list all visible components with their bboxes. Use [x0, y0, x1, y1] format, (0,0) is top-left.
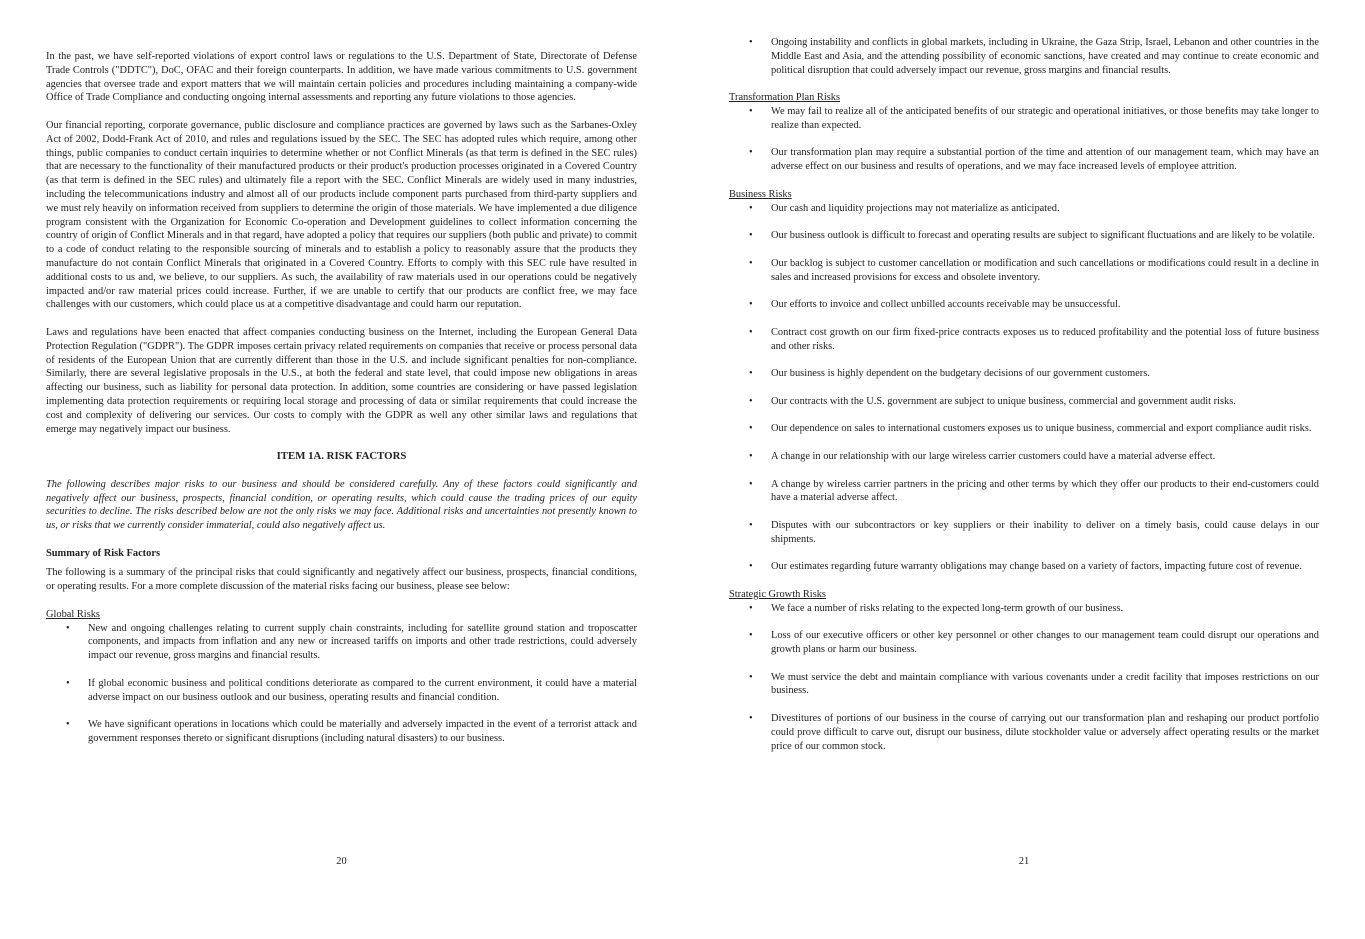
page-number-right: 21 [1018, 856, 1030, 867]
list-item-text: Our estimates regarding future warranty obligations may change based on a variety of factors, impacting future cost of revenue. [771, 561, 1302, 573]
list-item-text: We face a number of risks relating to the expected long-term growth of our business. [771, 602, 1124, 614]
list-item-text: Contract cost growth on our firm fixed-price contracts exposes us to reduced profitability and the potential loss of future business and other risks. [771, 326, 1319, 352]
bullet-icon: • [749, 450, 753, 462]
list-item-text: Our dependence on sales to international customers exposes us to unique business, commercial and export compliance audit risks. [771, 423, 1312, 435]
list-item-text: We have significant operations in locations which could be materially and adversely impacted in the event of a terrorist attack and government responses thereto or significant disruptions (including natural disasters) to our business. [88, 719, 637, 745]
bullet-icon: • [66, 677, 70, 689]
bullet-icon: • [749, 105, 753, 117]
list-item [729, 326, 1319, 354]
list-item-text: Loss of our executive officers or other key personnel or other changes to our management team could disrupt our operations and growth plans or harm our business. [771, 630, 1319, 656]
list-item-text: We must service the debt and maintain compliance with various covenants under a credit facility that imposes restrictions on our business. [771, 671, 1319, 697]
bullet-icon: • [749, 202, 753, 214]
list-item-text: We may fail to realize all of the anticipated benefits of our strategic and operational initiatives, or those benefits may take longer to realize than expected. [771, 105, 1319, 131]
list-item-text: A change in our relationship with our large wireless carrier customers could have a material adverse effect. [771, 450, 1216, 462]
export-control-paragraph: In the past, we have self-reported violations of export control laws or regulations to the U.S. Department of State, Directorate of Defense Trade Controls ("DDTC"), DoC, OFAC and their foreign counterparts. In addition, we have made various commitments to U.S. government agencies that oversee trade and export matters that we will maintain certain policies and procedures including maintaining a company-wide Office of Trade Compliance and conducting ongoing internal assessments and reporting any future violations to those agencies. [46, 51, 637, 104]
list-item-text: Our contracts with the U.S. government are subject to unique business, commercial and government audit risks. [771, 395, 1236, 407]
list-item [729, 519, 1319, 547]
bullet-icon: • [749, 395, 753, 407]
global-risks-label: Global Risks [46, 608, 100, 620]
business-risks-label: Business Risks [729, 188, 792, 200]
list-item [46, 622, 637, 663]
bullet-icon: • [66, 622, 70, 634]
item-1a-heading: ITEM 1A. RISK FACTORS [276, 450, 407, 463]
business-risks-list [729, 202, 1319, 575]
bullet-icon: • [749, 630, 753, 642]
bullet-icon: • [749, 519, 753, 531]
strategic-growth-risks-list [729, 602, 1319, 754]
bullet-icon: • [749, 478, 753, 490]
bullet-icon: • [749, 561, 753, 573]
bullet-icon: • [749, 37, 753, 48]
list-item-text: New and ongoing challenges relating to current supply chain constraints, including for satellite ground station and troposcatter components, and impacts from inflation and any new or increased tariffs on imports and other trade restrictions, could adversely impact our revenue, gross margins and financial results. [88, 622, 637, 662]
list-item [729, 395, 1319, 409]
list-item [729, 712, 1319, 753]
list-item-text: Divestitures of portions of our business in the course of carrying out our transformation plan and reshaping our product portfolio could prove difficult to carve out, disrupt our business, dilute stockholder value or adversely affect operating results or the market price of our common stock. [771, 713, 1319, 752]
bullet-icon: • [749, 326, 753, 338]
summary-heading: Summary of Risk Factors [46, 547, 160, 559]
list-item [729, 560, 1319, 574]
bullet-icon: • [749, 671, 753, 683]
page-number-left: 20 [336, 856, 347, 867]
list-item [729, 146, 1319, 174]
summary-paragraph: The following is a summary of the principal risks that could significantly and negatively affect our business, prospects, financial conditions, or operating results. For a more complete discussion of the material risks facing our business, please see below: [46, 567, 637, 593]
list-item-text: Our efforts to invoice and collect unbilled accounts receivable may be unsuccessful. [771, 299, 1121, 311]
global-risks-continued-list [729, 36, 1319, 77]
list-item-text: Our business outlook is difficult to forecast and operating results are subject to significant fluctuations and are likely to be volatile. [771, 230, 1315, 242]
financial-reporting-paragraph: Our financial reporting, corporate governance, public disclosure and compliance practices are governed by laws such as the Sarbanes-Oxley Act of 2002, Dodd-Frank Act of 2010, and rules and regulations issued by the SEC. The SEC has adopted rules which require, among other things, public companies to conduct certain inquiries to determine whether or not Conflict Minerals (as that term is defined in the SEC rules) that are necessary to the functionality of their manufactured products or their product's production processes originated in a Covered Country (as that term is defined in the SEC rules) and ultimately file a report with the SEC. Conflict Minerals are widely used in many industries, including the telecommunications industry and almost all of our products include component parts purchased from third-party suppliers and we must rely heavily on information received from suppliers to determine the origin of those materials. We have implemented a due diligence program consistent with the Organization for Economic Co-operation and Development guidelines to collect information concerning the country of origin of Conflict Minerals and in that regard, have adopted a policy that requires our suppliers (both public and private) to commit to a code of conduct relating to the responsible sourcing of minerals and to establish a policy to reasonably assure that the products they manufacture do not contain Conflict Minerals that originated in a Covered Country. Efforts to comply with this SEC rule have resulted in additional costs to us and, we believe, to our suppliers. As such, the availability of raw materials used in our operations could be negatively impacted and/or raw material prices could increase. Further, if we are unable to certify that our products are conflict free, we may face challenges with our customers, which could place us at a competitive disadvantage and could harm our reputation. [46, 119, 637, 311]
list-item [729, 422, 1319, 436]
transformation-risks-label: Transformation Plan Risks [729, 92, 841, 104]
bullet-icon: • [749, 257, 753, 269]
list-item [729, 671, 1319, 699]
bullet-icon: • [749, 423, 753, 435]
list-item [729, 602, 1319, 616]
risk-intro-paragraph: The following describes major risks to our business and should be considered carefully. Any of these factors could significantly and negatively affect our business, prospects, financial condition, or operating results, which could cause the trading prices of our equity securities to decline. The risks described below are not the only risks we may face. Additional risks and uncertainties not presently known to us, or risks that we currently consider immaterial, could also negatively affect us. [46, 478, 637, 532]
list-item [729, 229, 1319, 243]
list-item [729, 478, 1319, 506]
list-item [729, 36, 1319, 77]
bullet-icon: • [749, 368, 753, 380]
list-item-text: Our business is highly dependent on the budgetary decisions of our government customers. [771, 368, 1150, 380]
list-item-text: A change by wireless carrier partners in the pricing and other terms by which they offer our products to their end-customers could have a material adverse affect. [771, 478, 1319, 504]
list-item [729, 257, 1319, 285]
list-item [46, 718, 637, 746]
list-item-text: Our transformation plan may require a substantial portion of the time and attention of our management team, which may have an adverse effect on our business and results of operations, and we may face increased levels of employee attrition. [771, 147, 1319, 173]
list-item-text: Our backlog is subject to customer cancellation or modification and such cancellations or modifications could result in a decline in sales and increased provisions for excess and obsolete inventory. [771, 257, 1319, 283]
bullet-icon: • [749, 602, 753, 614]
bullet-icon: • [66, 719, 70, 731]
list-item-text: Disputes with our subcontractors or key suppliers or their inability to deliver on a timely basis, could cause delays in our shipments. [771, 519, 1319, 545]
strategic-growth-risks-label: Strategic Growth Risks [729, 588, 826, 600]
global-risks-list [46, 622, 637, 746]
list-item [729, 367, 1319, 381]
list-item [729, 450, 1319, 464]
data-protection-paragraph: Laws and regulations have been enacted that affect companies conducting business on the Internet, including the European General Data Protection Regulation ("GDPR"). The GDPR imposes certain privacy related requirements on companies that receive or process personal data of residents of the European Union that are currently different than those in the U.S. and include significant penalties for non-compliance. Similarly, there are several legislative proposals in the U.S., at both the federal and state level, that could impose new obligations in areas affecting our business, such as liability for personal data protection. In addition, some countries are considering or have passed legislation implementing data protection requirements or requiring local storage and processing of data or similar requirements that could increase the cost and complexity of delivering our services. Our costs to comply with the GDPR as well any other similar laws and regulations that emerge may negatively impact our business. [46, 326, 637, 435]
right-page [729, 36, 1319, 925]
list-item [729, 105, 1319, 133]
transformation-risks-list [729, 105, 1319, 174]
list-item-text: Ongoing instability and conflicts in global markets, including in Ukraine, the Gaza Strip, Israel, Lebanon and other countries in the Middle East and Asia, and the attending possibility of economic sanctions, have created and may continue to create economic and political disruption that could adversely impact our revenue, gross margins and financial results. [771, 37, 1319, 76]
list-item [729, 202, 1319, 216]
bullet-icon: • [749, 147, 753, 159]
bullet-icon: • [749, 230, 753, 242]
bullet-icon: • [749, 713, 753, 725]
list-item-text: Our cash and liquidity projections may not materialize as anticipated. [771, 202, 1060, 214]
list-item [46, 677, 637, 705]
left-page [46, 50, 637, 939]
list-item [729, 629, 1319, 657]
list-item-text: If global economic business and political conditions deteriorate as compared to the current environment, it could have a material adverse impact on our business outlook and our business, operating results and financial condition. [88, 677, 637, 703]
list-item [729, 298, 1319, 312]
bullet-icon: • [749, 299, 753, 311]
